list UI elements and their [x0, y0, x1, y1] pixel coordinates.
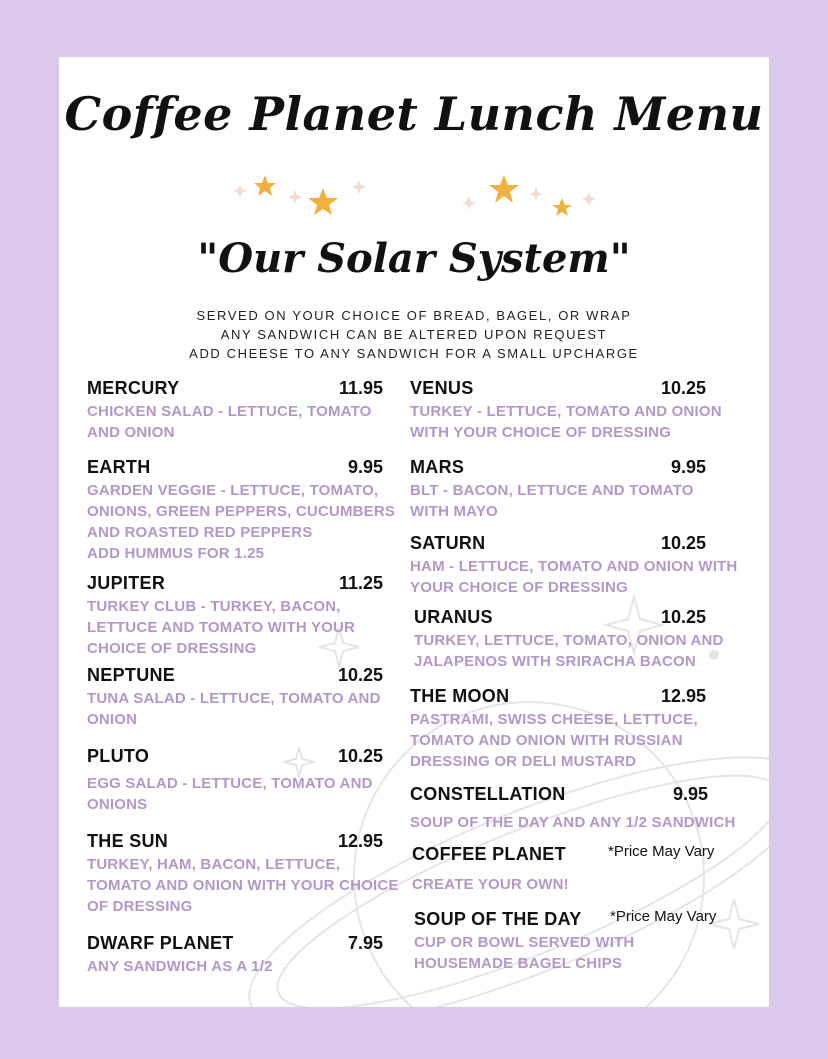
menu-subtitle: "Our Solar System": [197, 235, 631, 282]
item-name: EARTH: [87, 457, 151, 477]
item-price: 9.95: [672, 784, 708, 804]
item-name: MARS: [410, 457, 465, 477]
item-description: CREATE YOUR OWN!: [412, 876, 569, 893]
item-description: HAM - LETTUCE, TOMATO AND ONION WITH YOUR CHOICE OF DRESSING: [410, 558, 738, 596]
item-description: TURKEY - LETTUCE, TOMATO AND ONION WITH YOUR CHOICE OF DRESSING: [410, 403, 722, 441]
item-name: SATURN: [410, 533, 486, 553]
menu-notes: [59, 306, 769, 363]
item-price: 11.95: [338, 378, 383, 398]
item-description: ANY SANDWICH AS A 1/2: [87, 958, 273, 975]
item-price: 10.25: [660, 533, 706, 553]
item-price: 9.95: [670, 457, 706, 477]
star-icon: [254, 175, 572, 216]
item-name: SOUP OF THE DAY: [414, 909, 582, 929]
item-description: TURKEY CLUB - TURKEY, BACON, LETTUCE AND TOMATO WITH YOUR CHOICE OF DRESSING: [87, 598, 356, 657]
item-description: SOUP OF THE DAY AND ANY 1/2 SANDWICH: [410, 814, 736, 831]
menu-title: Coffee Planet Lunch Menu: [64, 87, 764, 141]
item-description: CUP OR BOWL SERVED WITH HOUSEMADE BAGEL CHIPS: [414, 934, 635, 972]
sparkle-icon: [233, 180, 596, 210]
menu-sheet: [59, 57, 769, 1007]
item-description: EGG SALAD - LETTUCE, TOMATO AND ONIONS: [87, 775, 373, 813]
item-description: GARDEN VEGGIE - LETTUCE, TOMATO, ONIONS, GREEN PEPPERS, CUCUMBERS AND ROASTED RED PEPPERS ADD HUMMUS FOR 1.25: [87, 482, 396, 562]
item-description: BLT - BACON, LETTUCE AND TOMATO WITH MAYO: [410, 482, 694, 520]
item-description: TURKEY, LETTUCE, TOMATO, ONION AND JALAPENOS WITH SRIRACHA BACON: [414, 632, 724, 670]
item-price: 10.25: [337, 746, 383, 766]
item-price: *Price May Vary: [608, 843, 715, 860]
item-name: CONSTELLATION: [410, 784, 566, 804]
item-name: NEPTUNE: [87, 665, 176, 685]
item-name: DWARF PLANET: [87, 933, 234, 953]
item-price: *Price May Vary: [610, 908, 717, 925]
item-name: URANUS: [414, 607, 493, 627]
item-price: 11.25: [338, 573, 383, 593]
item-price: 12.95: [660, 686, 706, 706]
item-price: 10.25: [337, 665, 383, 685]
item-price: 7.95: [347, 933, 383, 953]
note-line: ADD CHEESE TO ANY SANDWICH FOR A SMALL UPCHARGE: [189, 346, 639, 361]
item-name: VENUS: [410, 378, 474, 398]
item-name: PLUTO: [87, 746, 150, 766]
item-name: MERCURY: [87, 378, 180, 398]
item-price: 9.95: [347, 457, 383, 477]
item-price: 12.95: [337, 831, 383, 851]
item-name: THE MOON: [410, 686, 510, 706]
item-name: JUPITER: [87, 573, 166, 593]
note-line: ANY SANDWICH CAN BE ALTERED UPON REQUEST: [220, 327, 608, 342]
item-name: COFFEE PLANET: [412, 844, 566, 864]
note-line: SERVED ON YOUR CHOICE OF BREAD, BAGEL, OR WRAP: [196, 308, 632, 323]
crescent-moon-icon: [391, 155, 441, 231]
item-price: 10.25: [660, 607, 706, 627]
item-description: PASTRAMI, SWISS CHEESE, LETTUCE, TOMATO AND ONION WITH RUSSIAN DRESSING OR DELI MUSTARD: [410, 711, 698, 770]
item-description: TURKEY, HAM, BACON, LETTUCE, TOMATO AND ONION WITH YOUR CHOICE OF DRESSING: [87, 856, 399, 915]
item-description: CHICKEN SALAD - LETTUCE, TOMATO AND ONION: [87, 403, 372, 441]
item-description: TUNA SALAD - LETTUCE, TOMATO AND ONION: [87, 690, 381, 728]
item-name: THE SUN: [87, 831, 169, 851]
item-price: 10.25: [660, 378, 706, 398]
